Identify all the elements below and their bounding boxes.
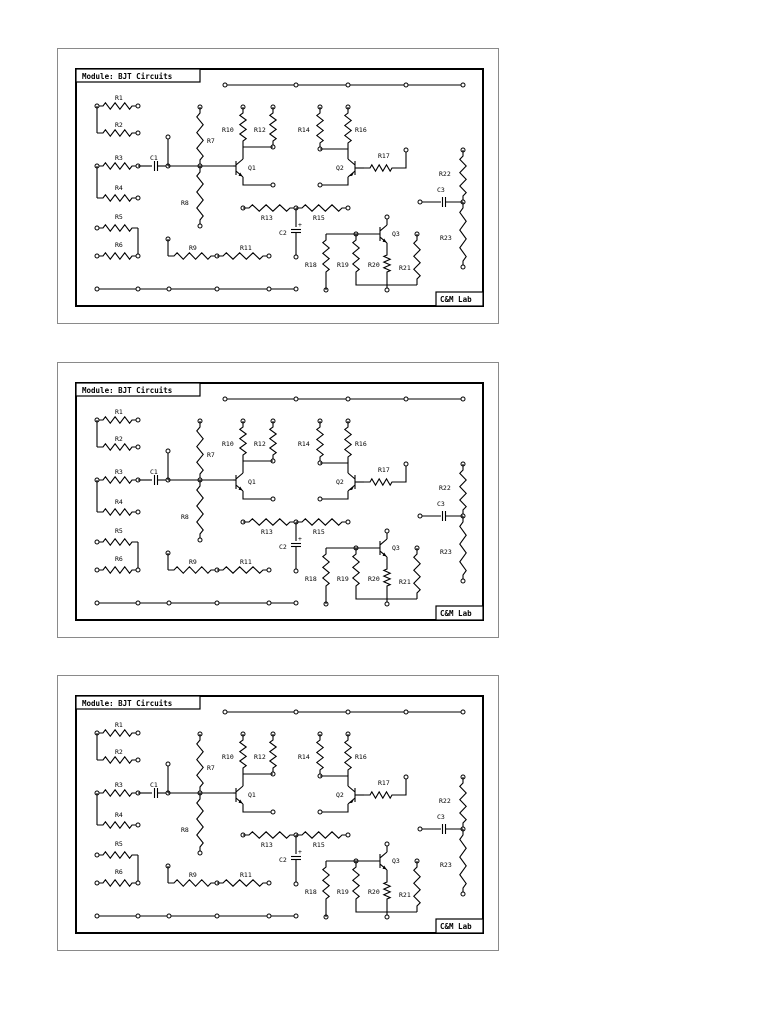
label-r17: R17 — [378, 779, 390, 787]
label-c2: C2 — [279, 856, 287, 864]
label-r21: R21 — [399, 891, 411, 899]
label-r6: R6 — [115, 555, 123, 563]
terminal-node — [136, 510, 140, 514]
label-r15: R15 — [313, 528, 325, 536]
resistor-symbol — [168, 253, 217, 259]
resistor-symbol — [323, 548, 329, 592]
resistor-symbol — [460, 777, 466, 829]
module-card-3 — [57, 675, 499, 951]
terminal-node — [404, 775, 408, 779]
terminal-node — [215, 914, 219, 918]
label-r22: R22 — [439, 170, 451, 178]
terminal-node — [95, 601, 99, 605]
resistor-symbol — [353, 861, 359, 905]
terminal-node — [385, 529, 389, 533]
wire — [320, 149, 348, 159]
label-q1: Q1 — [248, 164, 256, 172]
terminal-node — [346, 397, 350, 401]
terminal-node — [215, 287, 219, 291]
label-q2: Q2 — [336, 478, 344, 486]
c2-polarity-plus: + — [298, 848, 302, 856]
terminal-node — [136, 196, 140, 200]
resistor-symbol — [323, 861, 329, 905]
terminal-node — [385, 215, 389, 219]
label-r18: R18 — [305, 575, 317, 583]
terminal-node — [346, 83, 350, 87]
terminal-node — [136, 881, 140, 885]
terminal-node — [166, 762, 170, 766]
resistor-symbol — [243, 832, 296, 838]
resistor-symbol — [345, 734, 351, 776]
terminal-node — [198, 224, 202, 228]
label-r16: R16 — [355, 440, 367, 448]
terminal-node — [166, 135, 170, 139]
resistor-symbol — [364, 479, 398, 485]
label-r6: R6 — [115, 868, 123, 876]
terminal-node — [267, 287, 271, 291]
resistor-symbol — [323, 234, 329, 278]
label-q1: Q1 — [248, 478, 256, 486]
resistor-symbol — [197, 107, 203, 166]
resistor-symbol — [97, 790, 138, 796]
label-r23: R23 — [440, 861, 452, 869]
label-r11: R11 — [240, 558, 252, 566]
terminal-node — [95, 853, 99, 857]
label-c3: C3 — [437, 186, 445, 194]
transistor-collector — [348, 473, 355, 479]
resistor-symbol — [353, 548, 359, 592]
resistor-symbol — [243, 205, 296, 211]
terminal-node — [418, 200, 422, 204]
module-title: Module: BJT Circuits — [82, 699, 173, 708]
wire — [398, 777, 406, 795]
label-r1: R1 — [115, 721, 123, 729]
terminal-node — [95, 881, 99, 885]
label-q2: Q2 — [336, 791, 344, 799]
resistor-symbol — [414, 234, 420, 285]
label-r1: R1 — [115, 408, 123, 416]
resistor-symbol — [97, 509, 138, 515]
terminal-node — [294, 397, 298, 401]
label-r14: R14 — [298, 126, 310, 134]
terminal-node — [294, 569, 298, 573]
terminal-node — [318, 183, 322, 187]
resistor-symbol — [345, 107, 351, 149]
resistor-symbol — [270, 107, 276, 147]
label-r12: R12 — [254, 440, 266, 448]
label-r18: R18 — [305, 888, 317, 896]
label-r14: R14 — [298, 753, 310, 761]
transistor-collector — [380, 539, 387, 545]
terminal-node — [271, 810, 275, 814]
label-r1: R1 — [115, 94, 123, 102]
brand-label: C&M Lab — [440, 922, 472, 931]
resistor-symbol — [317, 421, 323, 463]
label-r5: R5 — [115, 527, 123, 535]
terminal-node — [346, 206, 350, 210]
terminal-node — [167, 601, 171, 605]
emitter-arrow — [349, 173, 353, 176]
terminal-node — [136, 287, 140, 291]
resistor-symbol — [197, 166, 203, 226]
terminal-node — [294, 287, 298, 291]
label-r17: R17 — [378, 466, 390, 474]
terminal-node — [136, 104, 140, 108]
label-r19: R19 — [337, 261, 349, 269]
label-r9: R9 — [189, 244, 197, 252]
resistor-symbol — [197, 734, 203, 793]
terminal-node — [95, 568, 99, 572]
label-q3: Q3 — [392, 230, 400, 238]
resistor-symbol — [384, 249, 390, 278]
terminal-node — [294, 914, 298, 918]
label-r17: R17 — [378, 152, 390, 160]
label-q3: Q3 — [392, 544, 400, 552]
transistor-collector — [380, 852, 387, 858]
resistor-symbol — [97, 477, 138, 483]
resistor-symbol — [217, 253, 269, 259]
label-q2: Q2 — [336, 164, 344, 172]
terminal-node — [223, 83, 227, 87]
label-q3: Q3 — [392, 857, 400, 865]
label-r2: R2 — [115, 748, 123, 756]
label-r11: R11 — [240, 244, 252, 252]
terminal-node — [271, 183, 275, 187]
brand-label: C&M Lab — [440, 295, 472, 304]
module-title: Module: BJT Circuits — [82, 72, 173, 81]
label-r20: R20 — [368, 575, 380, 583]
label-r8: R8 — [181, 513, 189, 521]
resistor-symbol — [296, 205, 348, 211]
label-r13: R13 — [261, 214, 273, 222]
resistor-symbol — [97, 417, 138, 423]
wire — [320, 491, 348, 499]
terminal-node — [385, 288, 389, 292]
label-r6: R6 — [115, 241, 123, 249]
label-r2: R2 — [115, 121, 123, 129]
resistor-symbol — [217, 567, 269, 573]
label-r4: R4 — [115, 498, 123, 506]
terminal-node — [418, 514, 422, 518]
wire — [320, 804, 348, 812]
label-r9: R9 — [189, 558, 197, 566]
resistor-symbol — [460, 202, 466, 267]
label-r21: R21 — [399, 264, 411, 272]
label-r18: R18 — [305, 261, 317, 269]
label-q1: Q1 — [248, 791, 256, 799]
label-r7: R7 — [207, 451, 215, 459]
resistor-symbol — [97, 730, 138, 736]
label-r8: R8 — [181, 199, 189, 207]
wire — [398, 150, 406, 168]
resistor-symbol — [97, 225, 138, 231]
wire — [398, 464, 406, 482]
c2-polarity-plus: + — [298, 221, 302, 229]
terminal-node — [385, 915, 389, 919]
terminal-node — [136, 731, 140, 735]
terminal-node — [267, 914, 271, 918]
terminal-node — [404, 148, 408, 152]
label-r3: R3 — [115, 154, 123, 162]
label-r8: R8 — [181, 826, 189, 834]
resistor-symbol — [243, 519, 296, 525]
module-title: Module: BJT Circuits — [82, 386, 173, 395]
terminal-node — [385, 842, 389, 846]
terminal-node — [267, 568, 271, 572]
terminal-node — [198, 538, 202, 542]
terminal-node — [294, 710, 298, 714]
resistor-symbol — [460, 150, 466, 202]
label-r3: R3 — [115, 468, 123, 476]
transistor-collector — [236, 473, 243, 479]
terminal-node — [294, 882, 298, 886]
terminal-node — [461, 265, 465, 269]
wire — [243, 177, 273, 185]
transistor-collector — [348, 786, 355, 792]
resistor-symbol — [460, 464, 466, 516]
emitter-arrow — [349, 487, 353, 490]
label-r16: R16 — [355, 126, 367, 134]
resistor-symbol — [97, 195, 138, 201]
module-card-2 — [57, 362, 499, 638]
label-c1: C1 — [150, 781, 158, 789]
resistor-symbol — [240, 107, 246, 147]
brand-label: C&M Lab — [440, 609, 472, 618]
terminal-node — [346, 710, 350, 714]
terminal-node — [95, 540, 99, 544]
resistor-symbol — [97, 852, 138, 858]
resistor-symbol — [414, 548, 420, 599]
terminal-node — [346, 833, 350, 837]
terminal-node — [461, 710, 465, 714]
resistor-symbol — [460, 516, 466, 581]
resistor-symbol — [97, 444, 138, 450]
terminal-node — [461, 579, 465, 583]
terminal-node — [136, 568, 140, 572]
resistor-symbol — [353, 234, 359, 278]
terminal-node — [136, 254, 140, 258]
terminal-node — [318, 810, 322, 814]
resistor-symbol — [197, 480, 203, 540]
terminal-node — [267, 601, 271, 605]
terminal-node — [404, 397, 408, 401]
label-r16: R16 — [355, 753, 367, 761]
terminal-node — [223, 397, 227, 401]
terminal-node — [136, 131, 140, 135]
resistor-symbol — [97, 822, 138, 828]
label-r20: R20 — [368, 888, 380, 896]
label-c2: C2 — [279, 229, 287, 237]
label-c3: C3 — [437, 500, 445, 508]
c2-polarity-plus: + — [298, 535, 302, 543]
terminal-node — [223, 710, 227, 714]
label-r12: R12 — [254, 753, 266, 761]
resistor-symbol — [97, 253, 138, 259]
label-c2: C2 — [279, 543, 287, 551]
terminal-node — [418, 827, 422, 831]
label-r22: R22 — [439, 797, 451, 805]
label-r13: R13 — [261, 528, 273, 536]
label-r21: R21 — [399, 578, 411, 586]
terminal-node — [95, 226, 99, 230]
label-r7: R7 — [207, 764, 215, 772]
wire — [243, 491, 273, 499]
resistor-symbol — [345, 421, 351, 463]
wire — [243, 804, 273, 812]
circuit-board-diagram — [58, 676, 500, 952]
label-r19: R19 — [337, 575, 349, 583]
label-r4: R4 — [115, 811, 123, 819]
terminal-node — [404, 462, 408, 466]
terminal-node — [136, 601, 140, 605]
label-r2: R2 — [115, 435, 123, 443]
resistor-symbol — [240, 734, 246, 774]
terminal-node — [385, 602, 389, 606]
resistor-symbol — [97, 103, 138, 109]
terminal-node — [198, 851, 202, 855]
resistor-symbol — [296, 519, 348, 525]
resistor-symbol — [97, 567, 138, 573]
label-c1: C1 — [150, 468, 158, 476]
label-r11: R11 — [240, 871, 252, 879]
label-r10: R10 — [222, 440, 234, 448]
module-card-1 — [57, 48, 499, 324]
terminal-node — [267, 254, 271, 258]
terminal-node — [404, 83, 408, 87]
resistor-symbol — [197, 793, 203, 853]
resistor-symbol — [460, 829, 466, 894]
label-r20: R20 — [368, 261, 380, 269]
terminal-node — [461, 397, 465, 401]
resistor-symbol — [414, 861, 420, 912]
label-r5: R5 — [115, 840, 123, 848]
terminal-node — [404, 710, 408, 714]
resistor-symbol — [384, 876, 390, 905]
label-r9: R9 — [189, 871, 197, 879]
resistor-symbol — [97, 539, 138, 545]
terminal-node — [215, 601, 219, 605]
label-r4: R4 — [115, 184, 123, 192]
transistor-collector — [236, 786, 243, 792]
transistor-collector — [348, 159, 355, 165]
resistor-symbol — [197, 421, 203, 480]
label-r12: R12 — [254, 126, 266, 134]
terminal-node — [136, 445, 140, 449]
resistor-symbol — [317, 734, 323, 776]
label-r10: R10 — [222, 126, 234, 134]
label-r13: R13 — [261, 841, 273, 849]
label-r14: R14 — [298, 440, 310, 448]
terminal-node — [167, 287, 171, 291]
terminal-node — [95, 254, 99, 258]
terminal-node — [461, 83, 465, 87]
terminal-node — [461, 892, 465, 896]
wire — [320, 177, 348, 185]
terminal-node — [294, 255, 298, 259]
label-r15: R15 — [313, 214, 325, 222]
terminal-node — [318, 497, 322, 501]
label-r3: R3 — [115, 781, 123, 789]
resistor-symbol — [168, 567, 217, 573]
resistor-symbol — [270, 421, 276, 461]
terminal-node — [271, 497, 275, 501]
terminal-node — [166, 449, 170, 453]
resistor-symbol — [317, 107, 323, 149]
resistor-symbol — [296, 832, 348, 838]
terminal-node — [267, 881, 271, 885]
resistor-symbol — [97, 130, 138, 136]
label-r15: R15 — [313, 841, 325, 849]
resistor-symbol — [168, 880, 217, 886]
label-r10: R10 — [222, 753, 234, 761]
transistor-collector — [236, 159, 243, 165]
terminal-node — [136, 418, 140, 422]
resistor-symbol — [97, 163, 138, 169]
emitter-arrow — [349, 800, 353, 803]
label-c1: C1 — [150, 154, 158, 162]
wire — [320, 776, 348, 786]
label-c3: C3 — [437, 813, 445, 821]
label-r22: R22 — [439, 484, 451, 492]
label-r5: R5 — [115, 213, 123, 221]
resistor-symbol — [97, 757, 138, 763]
terminal-node — [167, 914, 171, 918]
wire — [320, 463, 348, 473]
circuit-board-diagram — [58, 363, 500, 639]
terminal-node — [136, 823, 140, 827]
terminal-node — [346, 520, 350, 524]
circuit-board-diagram — [58, 49, 500, 325]
label-r23: R23 — [440, 548, 452, 556]
terminal-node — [136, 914, 140, 918]
terminal-node — [294, 601, 298, 605]
resistor-symbol — [97, 880, 138, 886]
terminal-node — [95, 914, 99, 918]
resistor-symbol — [270, 734, 276, 774]
terminal-node — [294, 83, 298, 87]
transistor-collector — [380, 225, 387, 231]
resistor-symbol — [364, 165, 398, 171]
resistor-symbol — [384, 563, 390, 592]
resistor-symbol — [217, 880, 269, 886]
resistor-symbol — [240, 421, 246, 461]
terminal-node — [95, 287, 99, 291]
label-r23: R23 — [440, 234, 452, 242]
label-r7: R7 — [207, 137, 215, 145]
resistor-symbol — [364, 792, 398, 798]
terminal-node — [136, 758, 140, 762]
label-r19: R19 — [337, 888, 349, 896]
